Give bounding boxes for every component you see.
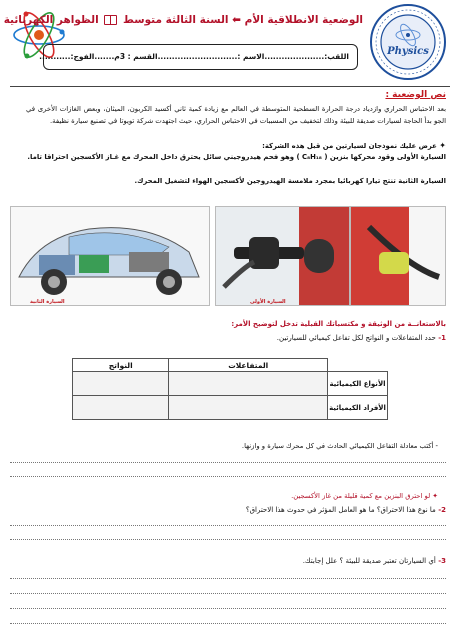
lastname-field[interactable]: اللقب:.....................: [264, 52, 349, 61]
question-1-number: 1-: [438, 334, 446, 342]
situation-paragraph: بعد الاحتباس الحراري وازدياد درجة الحرارة السطحية المتوسطة في العالم مع زيادة كمية ثاني أكسيد الكربون، الميثان، وبعض الغازات الأخرى في الجو بدأ الحاجة لسيارات صديقة للبيئة وذلك لتخفيف من المسببات في الاحتباس الحراري، حيث اجتهدت شركة تويوتا في تصنيع سيارة نظيفة.: [26, 105, 446, 125]
answer-line[interactable]: [10, 623, 446, 624]
situation-heading: نص الوضعية :: [385, 90, 446, 100]
questions-intro-text: بالاستعانــة من الوثيقة و مكتسباتك القبلية تدخل لتوضيح الأمر:: [231, 320, 446, 328]
hybrid-car-diagram: [10, 206, 210, 306]
table-header-reactants: المتفاعلات: [169, 359, 328, 372]
title-domain: الظواهر الكهربائية: [3, 14, 99, 26]
caption-car2: السيارة الثانية: [30, 299, 65, 305]
cars-intro-text: عرض عليك نموذجان لسيارتين من قبل هذه الشركة:: [262, 142, 437, 150]
car2-description: السيارة الثانية تنتج تيارا كهربائيا بمجرد ملامسة الهيدروجين لأكسجين الهواء لتشغيل المحرك.: [134, 177, 446, 185]
svg-text:Physics: Physics: [387, 46, 429, 57]
table-corner: [328, 359, 388, 372]
table-cell-products-individuals[interactable]: [73, 396, 169, 420]
question-1-text: حدد المتفاعلات و النواتج لكل تفاعل كيميائي للسيارتين.: [276, 334, 436, 342]
worksheet-title: [3, 14, 363, 26]
cars-intro: [26, 140, 446, 153]
title-main: الوضعية الانطلاقية الأم ⬅ السنة الثالثة متوسط: [123, 14, 363, 26]
student-info-box: [39, 44, 358, 70]
firstname-field[interactable]: الاسم :............................: [157, 52, 265, 61]
car-cutaway-icon: [10, 207, 209, 306]
table-cell-products-species[interactable]: [73, 372, 169, 396]
caption-car1: السيارة الأولى: [250, 299, 286, 305]
combustion-note-text: لو احترق البنزين مع كمية قليلة من غاز الأكسجين.: [291, 492, 431, 500]
answer-line[interactable]: [10, 593, 446, 594]
fuel-nozzle-icon: [215, 207, 349, 306]
question-3-text: أي السيارتان تعتبر صديقة للبيئة ؟ علل إجابتك.: [302, 557, 436, 565]
questions-intro: [231, 320, 446, 328]
question-1b: - أكتب معادلة التفاعل الكيميائي الحادث في كل محرك سيارة و وازنها.: [241, 442, 438, 450]
reactants-products-table: [72, 358, 388, 420]
answer-line[interactable]: [10, 525, 446, 526]
table-row-individuals: الأفراد الكيميائية: [328, 396, 388, 420]
question-1: [277, 334, 446, 342]
group-field[interactable]: الفوج:...........: [39, 52, 95, 61]
divider: [10, 86, 450, 87]
class-field[interactable]: القسم : 3م.......: [94, 52, 158, 61]
answer-line[interactable]: [10, 476, 446, 477]
car1-description: السيارة الأولى وقود محركها بنزين ( C₈H₁₈ ) وهو فحم هيدروجيني سائل يحترق داخل المحرك مع غـاز الأكسجين احتراقا تاما.: [27, 153, 446, 161]
combustion-note: [291, 492, 438, 500]
question-2-number: 2-: [438, 506, 446, 514]
question-3: [303, 557, 446, 565]
answer-line[interactable]: [10, 608, 446, 609]
star-bullet-icon: ✦: [439, 141, 446, 150]
physics-seal-logo: [366, 2, 450, 82]
question-3-number: 3-: [438, 557, 446, 565]
table-header-products: النواتج: [73, 359, 169, 372]
fuel-pump-photo: [350, 206, 446, 306]
answer-line[interactable]: [10, 578, 446, 579]
note-arrow-icon: ✦: [430, 492, 438, 500]
table-cell-reactants-individuals[interactable]: [169, 396, 328, 420]
table-cell-reactants-species[interactable]: [169, 372, 328, 396]
answer-line[interactable]: [10, 539, 446, 540]
question-2-text: ما نوع هذا الاحتراق؟ ما هو العامل المؤثر في حدوث هذا الاحتراق؟: [245, 506, 436, 514]
fuel-pump-icon: [350, 207, 445, 306]
answer-line[interactable]: [10, 462, 446, 463]
fuel-nozzle-photo: [215, 206, 350, 306]
question-2: [246, 506, 446, 514]
table-row-species: الأنواع الكيميائية: [328, 372, 388, 396]
book-icon: [104, 15, 117, 25]
